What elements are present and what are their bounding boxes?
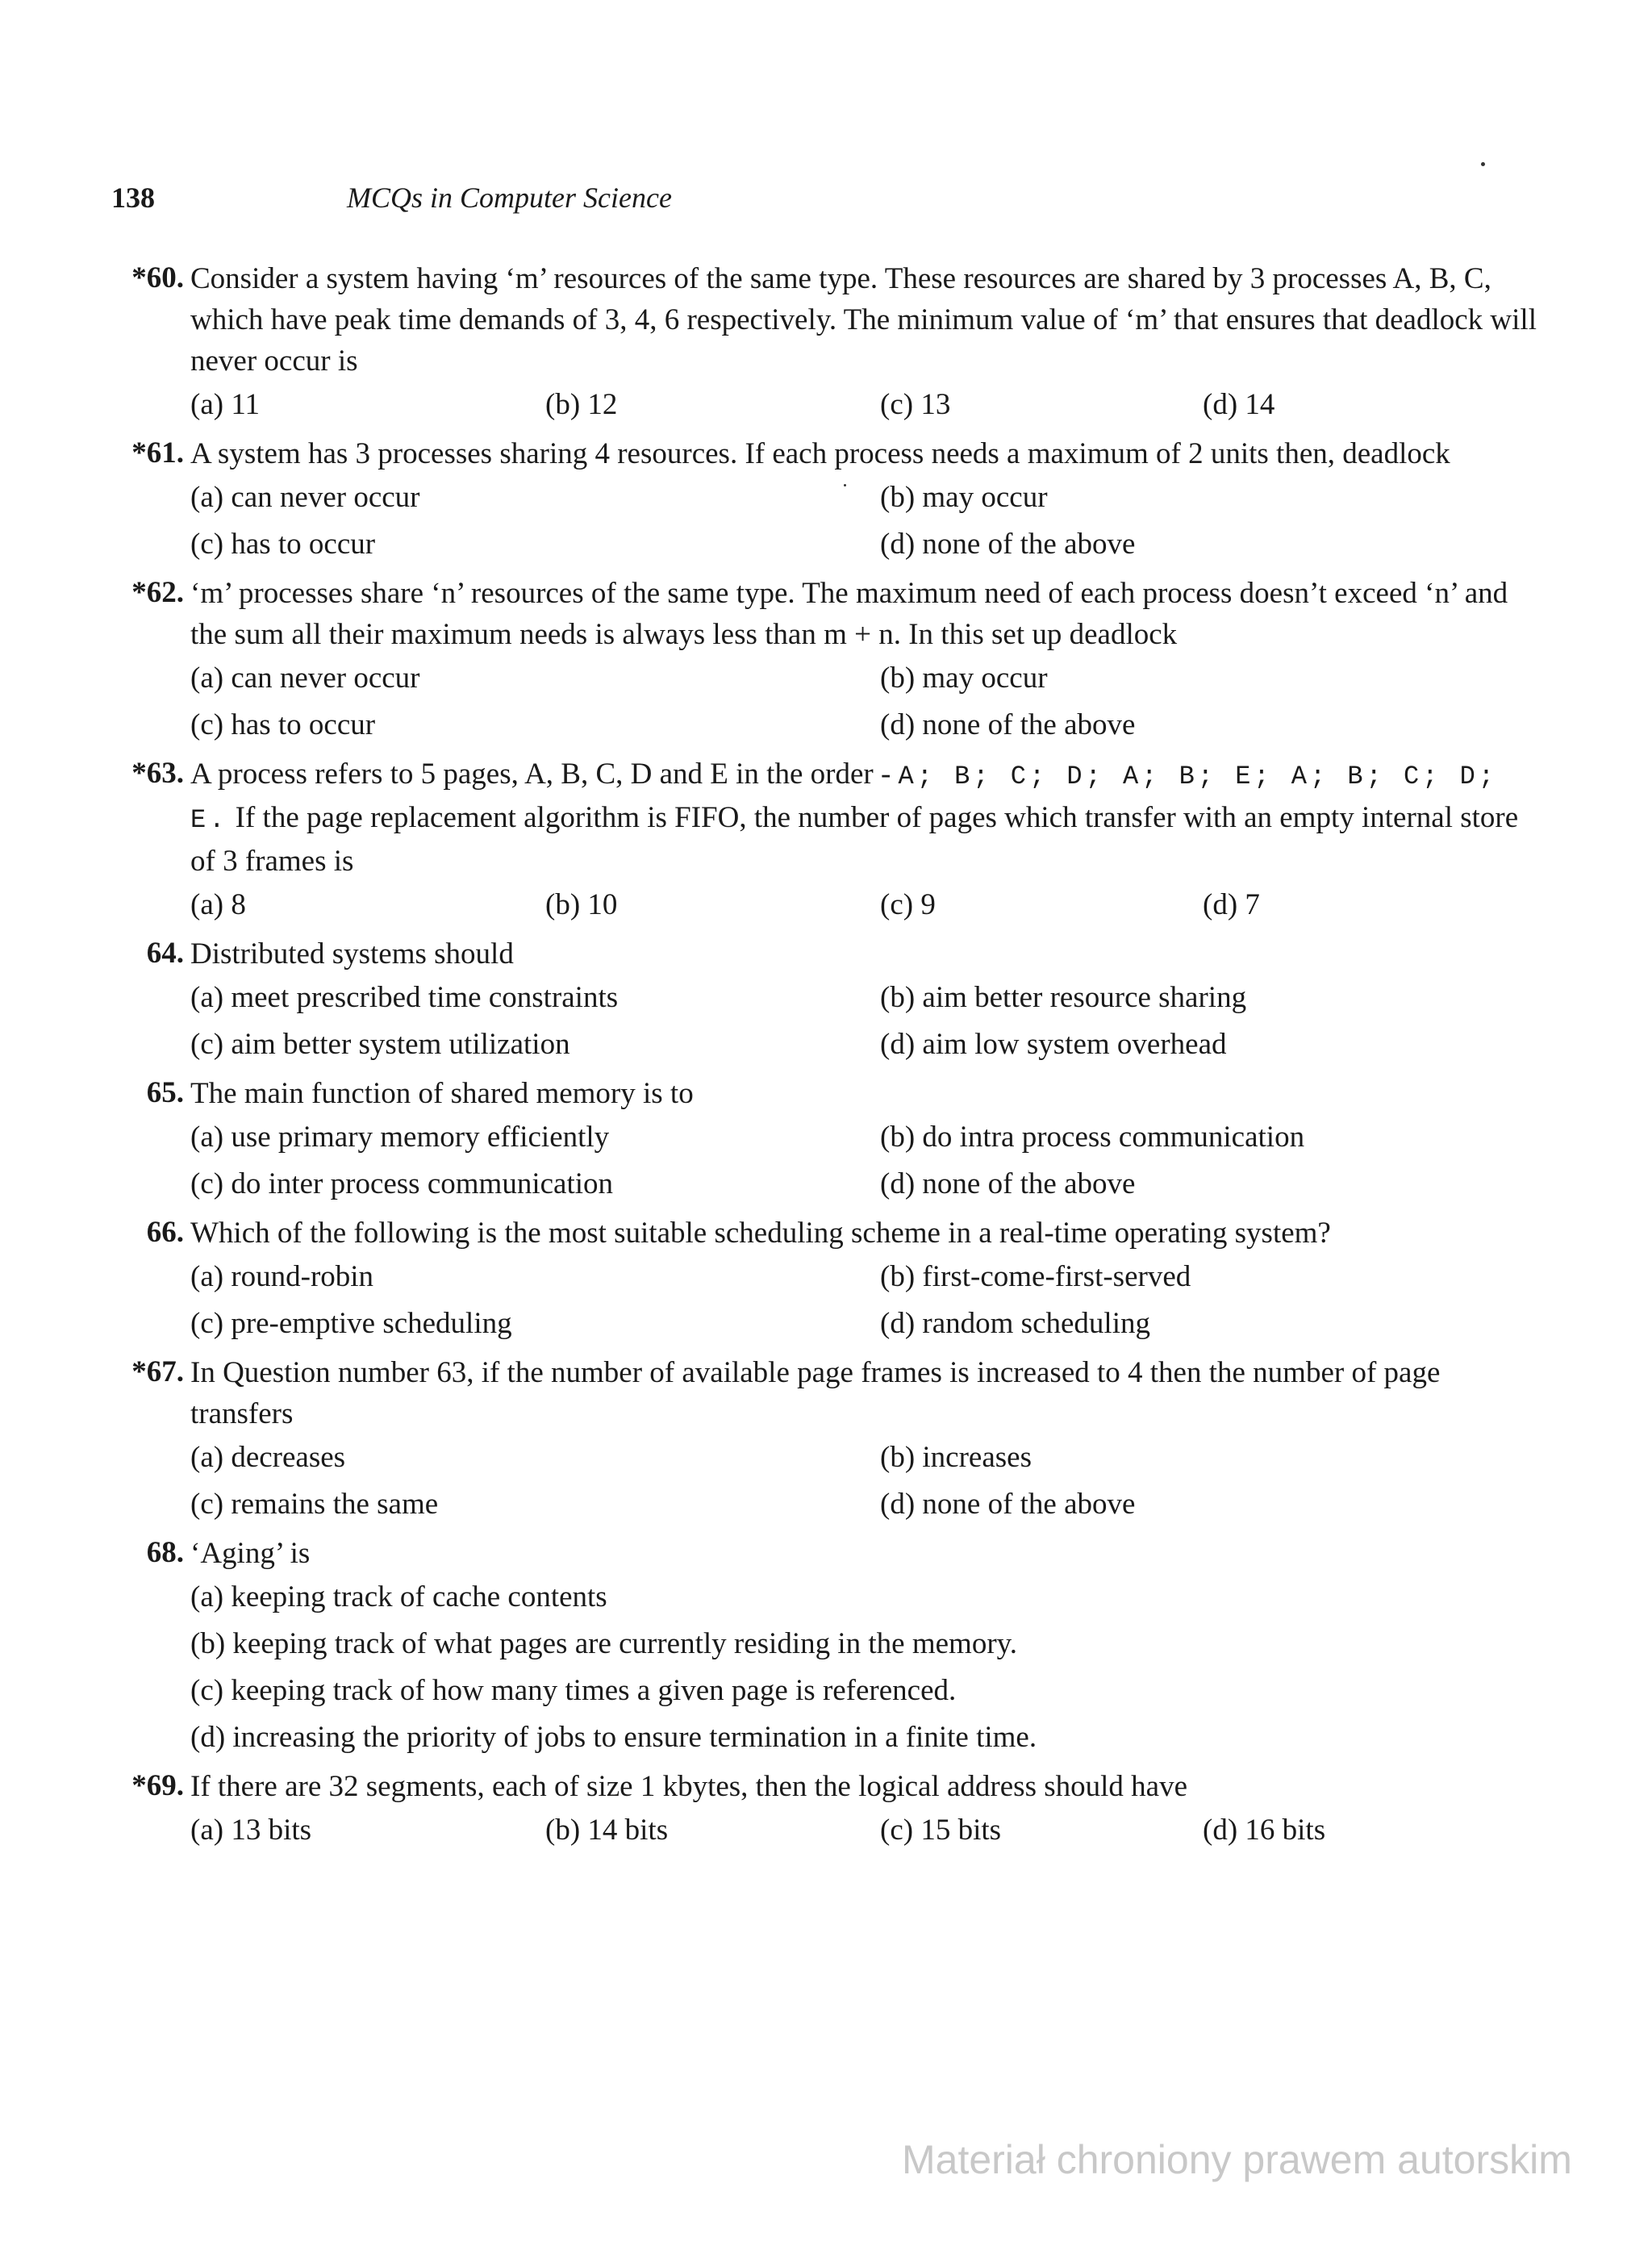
page-header [111, 181, 672, 215]
question-text: Which of the following is the most suitable scheduling scheme in a real-time operating system? [190, 1217, 1331, 1250]
option-c: (c) 15 bits [880, 1814, 1002, 1847]
options [190, 1434, 1547, 1528]
question-text: A system has 3 processes sharing 4 resources. If each process needs a maximum of 2 units then, deadlock [190, 437, 1450, 470]
book-title: MCQs in Computer Science [347, 182, 672, 214]
option-a: (a) keeping track of cache contents [190, 1580, 607, 1613]
option-b: (b) may occur [880, 481, 1048, 514]
option-a: (a) meet prescribed time constraints [190, 981, 619, 1014]
question-number: *67. [131, 1355, 184, 1388]
option-c: (c) keeping track of how many times a given page is referenced. [190, 1674, 957, 1707]
option-d: (d) 14 [1203, 388, 1275, 421]
option-b: (b) 10 [545, 888, 618, 921]
option-b: (b) 14 bits [545, 1814, 669, 1847]
option-d: (d) random scheduling [880, 1307, 1150, 1340]
question-60 [111, 258, 1547, 428]
option-b: (b) 12 [545, 388, 618, 421]
page-reference-sequence: A; B; C; D; A; B; E; A; B; C; D; E. [190, 762, 1498, 835]
question-69 [111, 1766, 1547, 1854]
options [190, 382, 1547, 428]
option-b: (b) aim better resource sharing [880, 981, 1247, 1014]
question-text [190, 753, 1547, 882]
option-a: (a) 8 [190, 888, 246, 921]
question-text-end: If the page replacement algorithm is FIFO, the number of pages which transfer with an empty internal store of 3 frames is [190, 801, 1519, 878]
question-text-start: A process refers to 5 pages, A, B, C, D and E in the order - [190, 758, 899, 791]
option-a: (a) can never occur [190, 481, 420, 514]
question-number: *60. [131, 261, 184, 294]
option-b: (b) keeping track of what pages are currently residing in the memory. [190, 1627, 1017, 1660]
question-text: Consider a system having ‘m’ resources of the same type. These resources are shared by 3 processes A, B, C, which have peak time demands of 3, 4, 6 respectively. The minimum value of ‘m’ that ensures that deadlock will never occur is [190, 262, 1537, 378]
option-d: (d) none of the above [880, 528, 1136, 561]
question-list [111, 258, 1547, 1859]
page-number: 138 [111, 182, 155, 214]
option-a: (a) 11 [190, 388, 260, 421]
question-text: In Question number 63, if the number of available page frames is increased to 4 then the number of page transfers [190, 1356, 1441, 1430]
option-c: (c) remains the same [190, 1488, 439, 1521]
question-68 [111, 1533, 1547, 1761]
option-c: (c) 13 [880, 388, 951, 421]
options [190, 1114, 1547, 1208]
option-c: (c) pre-emptive scheduling [190, 1307, 512, 1340]
option-b: (b) do intra process communication [880, 1121, 1305, 1154]
option-b: (b) increases [880, 1441, 1032, 1474]
option-a: (a) 13 bits [190, 1814, 312, 1847]
question-61 [111, 433, 1547, 568]
question-63 [111, 753, 1547, 929]
option-a: (a) can never occur [190, 662, 420, 695]
question-number: *63. [131, 757, 184, 790]
options [190, 975, 1547, 1068]
question-number: 64. [146, 937, 184, 970]
copyright-watermark: Materiał chroniony prawem autorskim [902, 2137, 1572, 2182]
question-67 [111, 1352, 1547, 1528]
option-c: (c) 9 [880, 888, 936, 921]
option-a: (a) round-robin [190, 1260, 374, 1293]
option-b: (b) may occur [880, 662, 1048, 695]
option-d: (d) aim low system overhead [880, 1028, 1227, 1061]
question-64 [111, 933, 1547, 1068]
option-d: (d) none of the above [880, 708, 1136, 741]
option-b: (b) first-come-first-served [880, 1260, 1191, 1293]
question-text: If there are 32 segments, each of size 1 kbytes, then the logical address should have [190, 1770, 1187, 1803]
question-number: 68. [146, 1536, 184, 1569]
option-d: (d) none of the above [880, 1488, 1136, 1521]
scan-speck [1481, 162, 1485, 166]
question-number: *69. [131, 1769, 184, 1802]
option-d: (d) increasing the priority of jobs to ensure termination in a finite time. [190, 1721, 1037, 1754]
question-text: The main function of shared memory is to [190, 1077, 694, 1110]
options [190, 474, 1547, 568]
options [190, 1807, 1547, 1854]
question-66 [111, 1213, 1547, 1347]
option-c: (c) do inter process communication [190, 1167, 613, 1200]
option-d: (d) none of the above [880, 1167, 1136, 1200]
question-number: 66. [146, 1216, 184, 1249]
options [190, 1574, 1547, 1761]
options [190, 1254, 1547, 1347]
question-62 [111, 573, 1547, 749]
options [190, 655, 1547, 749]
question-text: Distributed systems should [190, 937, 514, 971]
question-65 [111, 1073, 1547, 1208]
option-c: (c) has to occur [190, 528, 376, 561]
question-number: 65. [146, 1076, 184, 1109]
option-a: (a) use primary memory efficiently [190, 1121, 610, 1154]
option-c: (c) has to occur [190, 708, 376, 741]
question-text: ‘Aging’ is [190, 1537, 311, 1570]
option-d: (d) 7 [1203, 888, 1260, 921]
question-number: *62. [131, 576, 184, 609]
option-d: (d) 16 bits [1203, 1814, 1326, 1847]
options [190, 882, 1547, 929]
question-number: *61. [131, 436, 184, 470]
option-a: (a) decreases [190, 1441, 346, 1474]
scan-speck [844, 484, 846, 486]
question-text: ‘m’ processes share ‘n’ resources of the same type. The maximum need of each process doesn’t exceed ‘n’ and the sum all their maximum needs is always less than m + n. In this set up deadlock [190, 577, 1508, 651]
option-c: (c) aim better system utilization [190, 1028, 570, 1061]
